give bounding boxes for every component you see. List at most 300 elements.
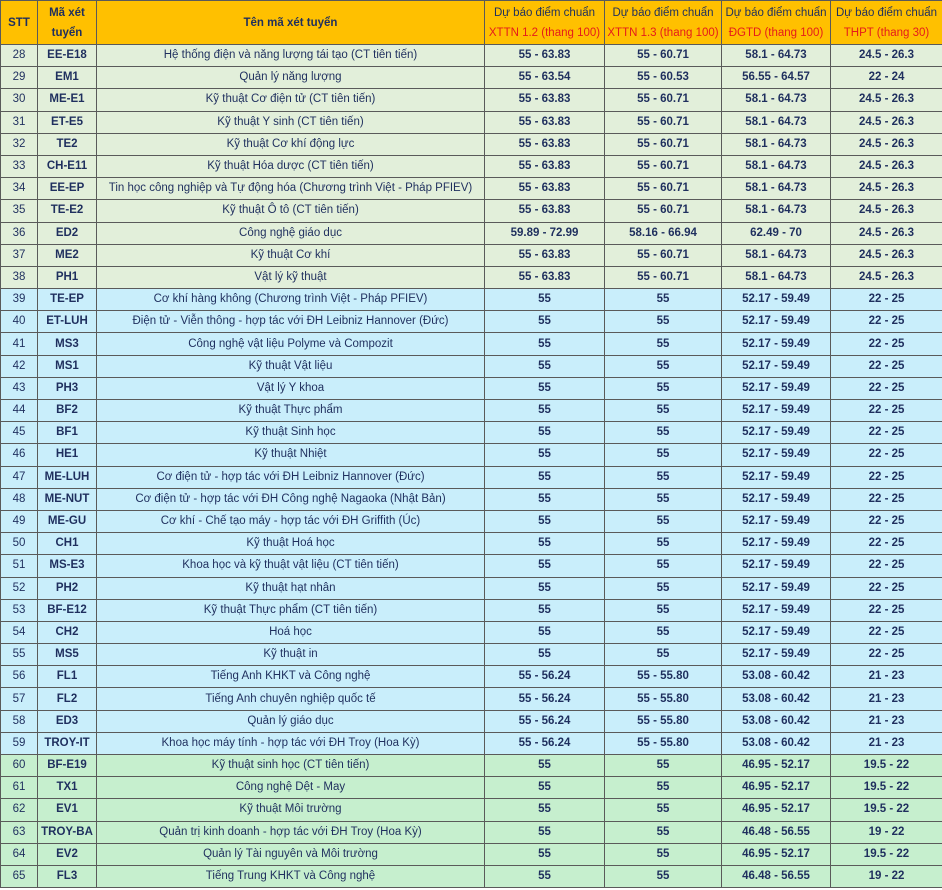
cell-xttn12: 55 - 63.83 (485, 111, 605, 133)
cell-xttn12: 55 (485, 577, 605, 599)
cell-xttn13: 55 (605, 577, 722, 599)
cell-stt: 57 (1, 688, 38, 710)
cell-code: EE-EP (38, 178, 97, 200)
cell-thpt: 24.5 - 26.3 (831, 155, 942, 177)
cell-xttn13: 55 (605, 843, 722, 865)
cell-dgtd: 56.55 - 64.57 (722, 67, 831, 89)
cell-dgtd: 52.17 - 59.49 (722, 377, 831, 399)
table-row (1, 89, 942, 111)
cell-xttn12: 55 (485, 289, 605, 311)
cell-code: ET-LUH (38, 311, 97, 333)
cell-code: ME-NUT (38, 488, 97, 510)
cell-program-name: Quản lý Tài nguyên và Môi trường (97, 843, 485, 865)
table-row (1, 133, 942, 155)
cell-thpt: 24.5 - 26.3 (831, 266, 942, 288)
cell-dgtd: 58.1 - 64.73 (722, 155, 831, 177)
cell-program-name: Kỹ thuật Cơ khí (97, 244, 485, 266)
cell-xttn13: 55 - 60.71 (605, 111, 722, 133)
cell-code: TE-E2 (38, 200, 97, 222)
header-code-line1: Mã xét (49, 6, 85, 19)
cell-xttn13: 55 - 55.80 (605, 732, 722, 754)
cell-dgtd: 46.48 - 56.55 (722, 865, 831, 887)
table-row (1, 666, 942, 688)
table-row (1, 777, 942, 799)
cell-code: CH2 (38, 621, 97, 643)
cell-xttn12: 55 - 63.54 (485, 67, 605, 89)
cell-program-name: Kỹ thuật Ô tô (CT tiên tiến) (97, 200, 485, 222)
cell-xttn13: 55 - 60.71 (605, 45, 722, 67)
table-row (1, 111, 942, 133)
cell-code: ET-E5 (38, 111, 97, 133)
cell-program-name: Hệ thống điện và năng lượng tái tạo (CT tiên tiến) (97, 45, 485, 67)
cell-xttn13: 55 (605, 422, 722, 444)
cell-thpt: 22 - 25 (831, 311, 942, 333)
cell-code: MS5 (38, 644, 97, 666)
cell-stt: 58 (1, 710, 38, 732)
cell-program-name: Kỹ thuật Y sinh (CT tiên tiến) (97, 111, 485, 133)
cell-xttn12: 55 (485, 843, 605, 865)
cell-xttn13: 55 (605, 289, 722, 311)
table-row (1, 200, 942, 222)
cell-xttn12: 55 - 56.24 (485, 732, 605, 754)
cell-stt: 28 (1, 45, 38, 67)
cell-code: BF2 (38, 400, 97, 422)
cell-program-name: Công nghệ vật liệu Polyme và Compozit (97, 333, 485, 355)
table-row (1, 222, 942, 244)
table-row (1, 510, 942, 532)
cell-thpt: 19 - 22 (831, 865, 942, 887)
cell-stt: 30 (1, 89, 38, 111)
table-row (1, 333, 942, 355)
cell-program-name: Tin học công nghiệp và Tự động hóa (Chương trình Việt - Pháp PFIEV) (97, 178, 485, 200)
cell-code: PH2 (38, 577, 97, 599)
header-thpt-title: Dự báo điểm chuẩn (835, 6, 938, 19)
cell-xttn13: 55 (605, 466, 722, 488)
cell-dgtd: 52.17 - 59.49 (722, 577, 831, 599)
table-row (1, 533, 942, 555)
header-row (1, 1, 942, 45)
header-thpt-subtitle: THPT (thang 30) (843, 26, 930, 39)
cell-thpt: 22 - 24 (831, 67, 942, 89)
cell-dgtd: 52.17 - 59.49 (722, 555, 831, 577)
cell-xttn13: 55 - 60.71 (605, 244, 722, 266)
cell-stt: 62 (1, 799, 38, 821)
cell-code: TROY-BA (38, 821, 97, 843)
cell-xttn12: 55 - 56.24 (485, 710, 605, 732)
table-row (1, 821, 942, 843)
cell-code: ED2 (38, 222, 97, 244)
header-xttn13 (605, 1, 722, 45)
cell-program-name: Công nghệ giáo dục (97, 222, 485, 244)
cell-dgtd: 58.1 - 64.73 (722, 178, 831, 200)
cell-xttn13: 55 - 60.71 (605, 200, 722, 222)
cell-xttn12: 55 (485, 555, 605, 577)
cell-xttn12: 55 (485, 377, 605, 399)
cell-thpt: 19.5 - 22 (831, 755, 942, 777)
table-row (1, 67, 942, 89)
cell-program-name: Vật lý Y khoa (97, 377, 485, 399)
table-row (1, 377, 942, 399)
cell-xttn12: 55 - 63.83 (485, 178, 605, 200)
cell-code: FL1 (38, 666, 97, 688)
cell-xttn12: 55 (485, 311, 605, 333)
cell-thpt: 19.5 - 22 (831, 843, 942, 865)
cell-xttn13: 55 - 55.80 (605, 666, 722, 688)
cell-code: HE1 (38, 444, 97, 466)
cell-program-name: Khoa học máy tính - hợp tác với ĐH Troy (Hoa Kỳ) (97, 732, 485, 754)
header-dgtd (722, 1, 831, 45)
cell-code: ED3 (38, 710, 97, 732)
table-row (1, 865, 942, 887)
table-row (1, 311, 942, 333)
cell-code: TX1 (38, 777, 97, 799)
cell-dgtd: 58.1 - 64.73 (722, 244, 831, 266)
cell-code: MS1 (38, 355, 97, 377)
cell-dgtd: 46.95 - 52.17 (722, 843, 831, 865)
header-dgtd-title: Dự báo điểm chuẩn (725, 6, 827, 19)
cell-thpt: 22 - 25 (831, 644, 942, 666)
cell-stt: 46 (1, 444, 38, 466)
cell-code: BF1 (38, 422, 97, 444)
cell-xttn12: 59.89 - 72.99 (485, 222, 605, 244)
table-row (1, 266, 942, 288)
cell-program-name: Khoa học và kỹ thuật vật liệu (CT tiên tiến) (97, 555, 485, 577)
cell-xttn13: 55 - 60.71 (605, 89, 722, 111)
table-row (1, 577, 942, 599)
cell-stt: 54 (1, 621, 38, 643)
cell-stt: 43 (1, 377, 38, 399)
cell-program-name: Cơ điện tử - hợp tác với ĐH Công nghệ Nagaoka (Nhật Bản) (97, 488, 485, 510)
cell-xttn13: 55 (605, 865, 722, 887)
cell-xttn13: 55 (605, 533, 722, 555)
cell-program-name: Quản lý giáo dục (97, 710, 485, 732)
cell-code: BF-E19 (38, 755, 97, 777)
cell-xttn12: 55 (485, 644, 605, 666)
cell-xttn12: 55 (485, 865, 605, 887)
table-header (1, 1, 942, 45)
cell-dgtd: 58.1 - 64.73 (722, 45, 831, 67)
cell-code: PH3 (38, 377, 97, 399)
cell-xttn13: 55 (605, 777, 722, 799)
cell-xttn12: 55 (485, 821, 605, 843)
cell-code: FL2 (38, 688, 97, 710)
cell-program-name: Điện tử - Viễn thông - hợp tác với ĐH Leibniz Hannover (Đức) (97, 311, 485, 333)
cell-thpt: 22 - 25 (831, 555, 942, 577)
cell-xttn12: 55 - 63.83 (485, 45, 605, 67)
cell-stt: 41 (1, 333, 38, 355)
cell-thpt: 19 - 22 (831, 821, 942, 843)
table-body (1, 45, 942, 888)
cell-xttn13: 55 (605, 755, 722, 777)
cell-xttn13: 55 (605, 311, 722, 333)
cell-program-name: Kỹ thuật Thực phẩm (CT tiên tiến) (97, 599, 485, 621)
cell-xttn13: 55 - 60.71 (605, 266, 722, 288)
cell-thpt: 22 - 25 (831, 488, 942, 510)
cell-program-name: Cơ khí - Chế tạo máy - hợp tác với ĐH Griffith (Úc) (97, 510, 485, 532)
cell-xttn12: 55 (485, 799, 605, 821)
cell-code: ME-E1 (38, 89, 97, 111)
cell-thpt: 24.5 - 26.3 (831, 133, 942, 155)
table-row (1, 799, 942, 821)
cell-stt: 36 (1, 222, 38, 244)
cell-dgtd: 58.1 - 64.73 (722, 133, 831, 155)
cell-program-name: Kỹ thuật Nhiệt (97, 444, 485, 466)
cell-thpt: 22 - 25 (831, 599, 942, 621)
cell-thpt: 24.5 - 26.3 (831, 45, 942, 67)
table-row (1, 400, 942, 422)
cell-code: EM1 (38, 67, 97, 89)
cell-stt: 56 (1, 666, 38, 688)
cell-stt: 59 (1, 732, 38, 754)
table-row (1, 244, 942, 266)
cell-thpt: 22 - 25 (831, 400, 942, 422)
cell-program-name: Kỹ thuật Cơ điện tử (CT tiên tiến) (97, 89, 485, 111)
table-row (1, 422, 942, 444)
header-xttn13-subtitle: XTTN 1.3 (thang 100) (607, 26, 719, 39)
table-row (1, 599, 942, 621)
cell-stt: 37 (1, 244, 38, 266)
table-row (1, 178, 942, 200)
cell-xttn12: 55 (485, 755, 605, 777)
cell-xttn12: 55 (485, 422, 605, 444)
cell-program-name: Kỹ thuật in (97, 644, 485, 666)
cell-thpt: 19.5 - 22 (831, 799, 942, 821)
cell-xttn12: 55 (485, 355, 605, 377)
cell-xttn12: 55 - 63.83 (485, 200, 605, 222)
table-row (1, 444, 942, 466)
cell-thpt: 22 - 25 (831, 422, 942, 444)
cell-code: CH1 (38, 533, 97, 555)
cell-thpt: 22 - 25 (831, 444, 942, 466)
cell-thpt: 24.5 - 26.3 (831, 111, 942, 133)
cell-xttn13: 55 - 60.53 (605, 67, 722, 89)
cell-program-name: Hoá học (97, 621, 485, 643)
cell-program-name: Tiếng Anh chuyên nghiệp quốc tế (97, 688, 485, 710)
cell-dgtd: 52.17 - 59.49 (722, 355, 831, 377)
cell-xttn13: 55 (605, 799, 722, 821)
table-row (1, 45, 942, 67)
cell-xttn12: 55 - 63.83 (485, 89, 605, 111)
cell-thpt: 22 - 25 (831, 510, 942, 532)
cell-program-name: Công nghệ Dệt - May (97, 777, 485, 799)
cell-xttn12: 55 (485, 488, 605, 510)
table-row (1, 688, 942, 710)
cell-dgtd: 52.17 - 59.49 (722, 311, 831, 333)
cell-program-name: Quản trị kinh doanh - hợp tác với ĐH Troy (Hoa Kỳ) (97, 821, 485, 843)
cell-code: TE2 (38, 133, 97, 155)
header-stt: STT (1, 1, 38, 45)
cell-dgtd: 58.1 - 64.73 (722, 200, 831, 222)
cell-stt: 65 (1, 865, 38, 887)
cell-dgtd: 52.17 - 59.49 (722, 444, 831, 466)
cell-dgtd: 52.17 - 59.49 (722, 289, 831, 311)
table-row (1, 289, 942, 311)
cell-stt: 55 (1, 644, 38, 666)
table-row (1, 732, 942, 754)
cell-program-name: Cơ điện tử - hợp tác với ĐH Leibniz Hannover (Đức) (97, 466, 485, 488)
cell-xttn12: 55 (485, 510, 605, 532)
header-thpt (831, 1, 942, 45)
cell-program-name: Kỹ thuật Thực phẩm (97, 400, 485, 422)
cell-xttn12: 55 - 63.83 (485, 133, 605, 155)
cell-dgtd: 46.95 - 52.17 (722, 755, 831, 777)
cell-stt: 53 (1, 599, 38, 621)
cell-xttn12: 55 (485, 533, 605, 555)
cell-thpt: 22 - 25 (831, 533, 942, 555)
cell-stt: 47 (1, 466, 38, 488)
cell-code: MS3 (38, 333, 97, 355)
cell-dgtd: 58.1 - 64.73 (722, 111, 831, 133)
cell-code: MS-E3 (38, 555, 97, 577)
table-row (1, 555, 942, 577)
cell-dgtd: 52.17 - 59.49 (722, 644, 831, 666)
cell-code: ME-LUH (38, 466, 97, 488)
header-xttn12 (485, 1, 605, 45)
cell-stt: 64 (1, 843, 38, 865)
cell-stt: 51 (1, 555, 38, 577)
cell-code: TROY-IT (38, 732, 97, 754)
cell-thpt: 22 - 25 (831, 355, 942, 377)
cell-thpt: 21 - 23 (831, 710, 942, 732)
cell-xttn13: 55 - 60.71 (605, 133, 722, 155)
cell-xttn13: 55 (605, 355, 722, 377)
cell-stt: 48 (1, 488, 38, 510)
cell-xttn13: 55 (605, 444, 722, 466)
cell-dgtd: 53.08 - 60.42 (722, 732, 831, 754)
cell-stt: 32 (1, 133, 38, 155)
cell-code: EV2 (38, 843, 97, 865)
cell-xttn13: 55 (605, 644, 722, 666)
cell-stt: 38 (1, 266, 38, 288)
cell-dgtd: 52.17 - 59.49 (722, 466, 831, 488)
cell-program-name: Vật lý kỹ thuật (97, 266, 485, 288)
cell-dgtd: 46.95 - 52.17 (722, 777, 831, 799)
cell-stt: 40 (1, 311, 38, 333)
cell-thpt: 22 - 25 (831, 377, 942, 399)
cell-thpt: 21 - 23 (831, 666, 942, 688)
cell-xttn13: 55 (605, 821, 722, 843)
cell-xttn12: 55 - 63.83 (485, 155, 605, 177)
cell-dgtd: 52.17 - 59.49 (722, 599, 831, 621)
cell-program-name: Kỹ thuật Hoá học (97, 533, 485, 555)
cell-xttn12: 55 - 56.24 (485, 688, 605, 710)
cell-dgtd: 52.17 - 59.49 (722, 621, 831, 643)
cell-code: CH-E11 (38, 155, 97, 177)
cell-dgtd: 52.17 - 59.49 (722, 400, 831, 422)
cell-xttn13: 55 - 55.80 (605, 710, 722, 732)
table-row (1, 488, 942, 510)
cell-dgtd: 46.95 - 52.17 (722, 799, 831, 821)
cell-program-name: Tiếng Anh KHKT và Công nghệ (97, 666, 485, 688)
table-row (1, 466, 942, 488)
header-code (38, 1, 97, 45)
cell-thpt: 22 - 25 (831, 289, 942, 311)
table-row (1, 621, 942, 643)
table-row (1, 710, 942, 732)
cell-thpt: 22 - 25 (831, 577, 942, 599)
cell-program-name: Kỹ thuật hạt nhân (97, 577, 485, 599)
cell-xttn13: 55 (605, 488, 722, 510)
cell-code: EV1 (38, 799, 97, 821)
cell-stt: 50 (1, 533, 38, 555)
cell-stt: 42 (1, 355, 38, 377)
table-row (1, 843, 942, 865)
cell-thpt: 24.5 - 26.3 (831, 89, 942, 111)
cell-program-name: Kỹ thuật Cơ khí động lực (97, 133, 485, 155)
cell-code: EE-E18 (38, 45, 97, 67)
cell-xttn13: 58.16 - 66.94 (605, 222, 722, 244)
cell-xttn13: 55 - 60.71 (605, 178, 722, 200)
cell-thpt: 22 - 25 (831, 333, 942, 355)
cell-thpt: 24.5 - 26.3 (831, 222, 942, 244)
cell-code: ME2 (38, 244, 97, 266)
header-xttn13-title: Dự báo điểm chuẩn (612, 6, 714, 19)
cell-code: BF-E12 (38, 599, 97, 621)
cell-xttn12: 55 (485, 466, 605, 488)
cell-dgtd: 52.17 - 59.49 (722, 510, 831, 532)
cell-xttn13: 55 (605, 599, 722, 621)
cell-program-name: Cơ khí hàng không (Chương trình Việt - Pháp PFIEV) (97, 289, 485, 311)
cell-dgtd: 52.17 - 59.49 (722, 533, 831, 555)
cell-xttn12: 55 (485, 444, 605, 466)
cell-thpt: 24.5 - 26.3 (831, 178, 942, 200)
cell-xttn13: 55 (605, 621, 722, 643)
cell-xttn12: 55 - 56.24 (485, 666, 605, 688)
cell-xttn13: 55 (605, 510, 722, 532)
cell-dgtd: 53.08 - 60.42 (722, 666, 831, 688)
cell-thpt: 21 - 23 (831, 732, 942, 754)
cell-stt: 35 (1, 200, 38, 222)
cell-xttn13: 55 - 55.80 (605, 688, 722, 710)
cell-xttn12: 55 (485, 400, 605, 422)
cell-stt: 60 (1, 755, 38, 777)
cell-stt: 45 (1, 422, 38, 444)
cell-dgtd: 46.48 - 56.55 (722, 821, 831, 843)
header-xttn12-subtitle: XTTN 1.2 (thang 100) (488, 26, 601, 39)
cell-code: TE-EP (38, 289, 97, 311)
cell-stt: 61 (1, 777, 38, 799)
cell-dgtd: 53.08 - 60.42 (722, 710, 831, 732)
cell-dgtd: 58.1 - 64.73 (722, 89, 831, 111)
cell-program-name: Kỹ thuật sinh học (CT tiên tiến) (97, 755, 485, 777)
cell-thpt: 24.5 - 26.3 (831, 200, 942, 222)
cell-stt: 29 (1, 67, 38, 89)
cell-thpt: 22 - 25 (831, 621, 942, 643)
cell-xttn12: 55 (485, 333, 605, 355)
cell-program-name: Kỹ thuật Sinh học (97, 422, 485, 444)
cell-code: PH1 (38, 266, 97, 288)
cell-stt: 33 (1, 155, 38, 177)
cell-xttn13: 55 (605, 377, 722, 399)
cell-thpt: 24.5 - 26.3 (831, 244, 942, 266)
header-dgtd-subtitle: ĐGTD (thang 100) (728, 26, 824, 39)
cell-code: ME-GU (38, 510, 97, 532)
cell-thpt: 22 - 25 (831, 466, 942, 488)
cell-program-name: Quản lý năng lượng (97, 67, 485, 89)
cell-xttn12: 55 (485, 621, 605, 643)
header-code-line2: tuyển (51, 26, 83, 39)
header-xttn12-title: Dự báo điểm chuẩn (493, 6, 596, 19)
cell-stt: 31 (1, 111, 38, 133)
cell-xttn13: 55 - 60.71 (605, 155, 722, 177)
table-row (1, 755, 942, 777)
cell-xttn12: 55 - 63.83 (485, 244, 605, 266)
cell-xttn12: 55 (485, 777, 605, 799)
table-row (1, 355, 942, 377)
cell-stt: 34 (1, 178, 38, 200)
cell-program-name: Kỹ thuật Vật liệu (97, 355, 485, 377)
table-row (1, 644, 942, 666)
